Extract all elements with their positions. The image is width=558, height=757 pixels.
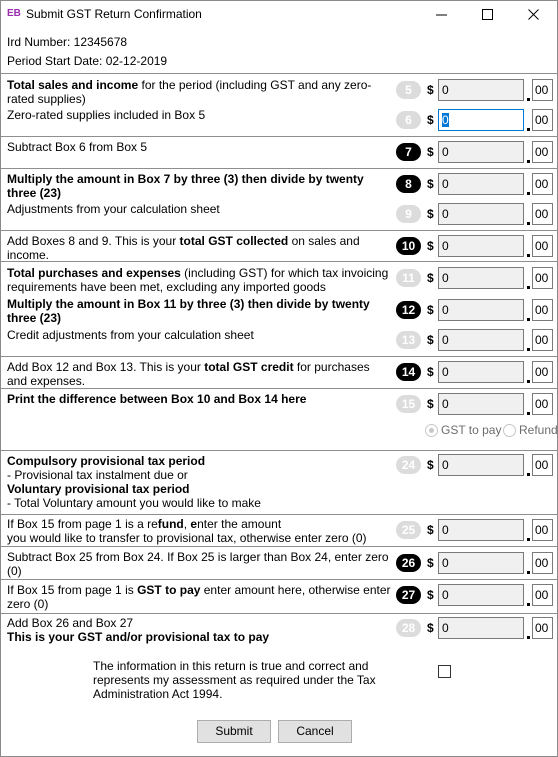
box9-amount-input[interactable]: 0 [438, 203, 524, 225]
declaration-checkbox[interactable] [438, 665, 451, 678]
currency-symbol: $ [427, 556, 434, 570]
box15-amount-input[interactable]: 0 [438, 393, 524, 415]
close-icon [528, 9, 540, 21]
declaration-text: The information in this return is true and correct and represents my assessment as required under the Tax Administration Act 1994. [93, 659, 376, 701]
currency-symbol: $ [427, 271, 434, 285]
decimal-point [527, 128, 530, 131]
box24-amount-input[interactable]: 0 [438, 454, 524, 476]
box5-description: Total sales and income for the period (including GST and any zero-rated supplies) [7, 78, 372, 106]
box15-badge: 15 [396, 395, 421, 413]
maximize-button[interactable] [465, 1, 511, 29]
box13-amount-input[interactable]: 0 [438, 329, 524, 351]
decimal-point [527, 636, 530, 639]
box9-description: Adjustments from your calculation sheet [7, 202, 220, 216]
decimal-point [527, 192, 530, 195]
box26-cents-input[interactable]: 00 [532, 552, 553, 574]
box12-badge: 12 [396, 301, 421, 319]
box8-amount-input[interactable]: 0 [438, 173, 524, 195]
decimal-point [527, 380, 530, 383]
box10-badge: 10 [396, 237, 421, 255]
box7-description: Subtract Box 6 from Box 5 [7, 140, 148, 154]
decimal-point [527, 254, 530, 257]
box7-amount-input[interactable]: 0 [438, 141, 524, 163]
decimal-point [527, 473, 530, 476]
box11-cents-input[interactable]: 00 [532, 267, 553, 289]
currency-symbol: $ [427, 113, 434, 127]
box11-badge: 11 [396, 269, 421, 287]
box13-description: Credit adjustments from your calculation sheet [7, 328, 254, 342]
box9-cents-input[interactable]: 00 [532, 203, 553, 225]
box27-description: If Box 15 from page 1 is GST to pay enter amount here, otherwise enter zero (0) [7, 583, 391, 611]
app-logo-icon: EB [7, 8, 21, 19]
decimal-point [527, 603, 530, 606]
box5-badge: 5 [396, 81, 421, 99]
box12-cents-input[interactable]: 00 [532, 299, 553, 321]
box8-cents-input[interactable]: 00 [532, 173, 553, 195]
box8-badge: 8 [396, 175, 421, 193]
row-divider [1, 136, 558, 137]
decimal-point [527, 318, 530, 321]
box28-amount-input[interactable]: 0 [438, 617, 524, 639]
refund-radio[interactable] [503, 424, 516, 437]
box24-badge: 24 [396, 456, 421, 474]
refund-label: Refund [519, 423, 558, 437]
box10-amount-input[interactable]: 0 [438, 235, 524, 257]
ird-number: Ird Number: 12345678 [7, 35, 128, 49]
box7-badge: 7 [396, 143, 421, 161]
box9-badge: 9 [396, 205, 421, 223]
decimal-point [527, 98, 530, 101]
box26-amount-input[interactable]: 0 [438, 552, 524, 574]
decimal-point [527, 571, 530, 574]
selected-amount-text: 0 [442, 113, 449, 127]
box11-amount-input[interactable]: 0 [438, 267, 524, 289]
cancel-button[interactable]: Cancel [278, 720, 352, 743]
box5-amount-input[interactable]: 0 [438, 79, 524, 101]
box25-amount-input[interactable]: 0 [438, 519, 524, 541]
currency-symbol: $ [427, 207, 434, 221]
currency-symbol: $ [427, 177, 434, 191]
currency-symbol: $ [427, 621, 434, 635]
decimal-point [527, 222, 530, 225]
row-divider [1, 514, 558, 515]
box24-cents-input[interactable]: 00 [532, 454, 553, 476]
box6-description: Zero-rated supplies included in Box 5 [7, 108, 206, 122]
minimize-icon [436, 9, 448, 21]
box6-cents-input[interactable]: 00 [532, 109, 553, 131]
row-divider [1, 356, 558, 357]
maximize-icon [482, 9, 494, 21]
currency-symbol: $ [427, 458, 434, 472]
submit-button[interactable]: Submit [197, 720, 271, 743]
box13-badge: 13 [396, 331, 421, 349]
box28-description: Add Box 26 and Box 27 This is your GST and/or provisional tax to pay [7, 616, 270, 644]
box14-cents-input[interactable]: 00 [532, 361, 553, 383]
box6-amount-input[interactable] [438, 109, 524, 131]
box15-description: Print the difference between Box 10 and Box 14 here [7, 392, 307, 406]
decimal-point [527, 160, 530, 163]
box27-amount-input[interactable]: 0 [438, 584, 524, 606]
row-divider [1, 546, 558, 547]
decimal-point [527, 538, 530, 541]
box10-description: Add Boxes 8 and 9. This is your total GST collected on sales and income. [7, 234, 360, 262]
row-divider [1, 613, 558, 614]
box7-cents-input[interactable]: 00 [532, 141, 553, 163]
currency-symbol: $ [427, 523, 434, 537]
box12-amount-input[interactable]: 0 [438, 299, 524, 321]
box28-badge: 28 [396, 619, 421, 637]
decimal-point [527, 412, 530, 415]
box28-cents-input[interactable]: 00 [532, 617, 553, 639]
currency-symbol: $ [427, 333, 434, 347]
box14-badge: 14 [396, 363, 421, 381]
box5-cents-input[interactable]: 00 [532, 79, 553, 101]
box26-badge: 26 [396, 554, 421, 572]
currency-symbol: $ [427, 145, 434, 159]
box14-amount-input[interactable]: 0 [438, 361, 524, 383]
row-divider [1, 388, 558, 389]
box24-description: Compulsory provisional tax period - Provisional tax instalment due or Voluntary provisional tax period - Total Voluntary amount you would like to make [7, 454, 261, 510]
box6-badge: 6 [396, 111, 421, 129]
box12-description: Multiply the amount in Box 11 by three (3) then divide by twenty three (23) [7, 297, 370, 325]
period-start-date: Period Start Date: 02-12-2019 [7, 54, 168, 68]
box25-cents-input[interactable]: 00 [532, 519, 553, 541]
decimal-point [527, 286, 530, 289]
row-divider [1, 230, 558, 231]
decimal-point [527, 348, 530, 351]
box13-cents-input[interactable]: 00 [532, 329, 553, 351]
box25-description: If Box 15 from page 1 is a refund, enter the amount you would like to transfer to provisional tax, otherwise enter zero (0) [7, 517, 367, 545]
row-divider [1, 73, 558, 74]
minimize-button[interactable] [419, 1, 465, 29]
box11-description: Total purchases and expenses (including GST) for which tax invoicing requirements have been met, excluding any imported goods [7, 266, 389, 294]
title-bar [1, 1, 557, 29]
currency-symbol: $ [427, 83, 434, 97]
currency-symbol: $ [427, 303, 434, 317]
currency-symbol: $ [427, 239, 434, 253]
close-button[interactable] [511, 1, 557, 29]
window-title: Submit GST Return Confirmation [26, 7, 202, 21]
box14-description: Add Box 12 and Box 13. This is your total GST credit for purchases and expenses. [7, 360, 370, 388]
box15-cents-input[interactable]: 00 [532, 393, 553, 415]
box27-badge: 27 [396, 586, 421, 604]
row-divider [1, 168, 558, 169]
box27-cents-input[interactable]: 00 [532, 584, 553, 606]
gst-to-pay-radio[interactable] [425, 424, 438, 437]
box10-cents-input[interactable]: 00 [532, 235, 553, 257]
box26-description: Subtract Box 25 from Box 24. If Box 25 is larger than Box 24, enter zero (0) [7, 550, 389, 578]
box25-badge: 25 [396, 521, 421, 539]
row-divider [1, 450, 558, 451]
box8-description: Multiply the amount in Box 7 by three (3) then divide by twenty three (23) [7, 172, 364, 200]
currency-symbol: $ [427, 397, 434, 411]
gst-to-pay-label: GST to pay [441, 423, 502, 437]
currency-symbol: $ [427, 588, 434, 602]
row-divider [1, 579, 558, 580]
currency-symbol: $ [427, 365, 434, 379]
